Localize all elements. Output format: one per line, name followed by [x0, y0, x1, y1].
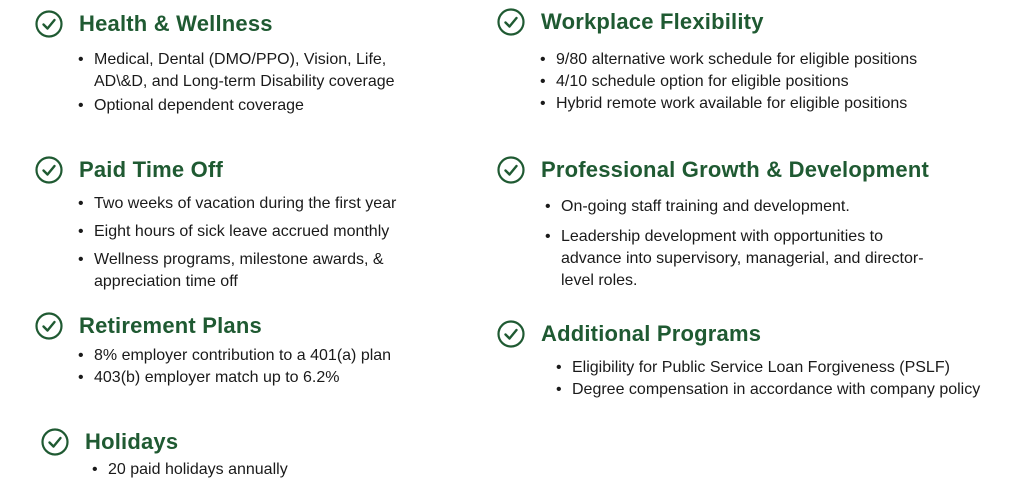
section-heading: [35, 312, 262, 340]
section-heading: [497, 156, 929, 184]
list-item: • Optional dependent coverage: [78, 95, 428, 117]
list-item: • 403(b) employer match up to 6.2%: [78, 367, 458, 389]
section-title: Workplace Flexibility: [541, 9, 764, 34]
section-paid-time-off: [35, 156, 223, 184]
benefit-list: [78, 193, 428, 293]
list-item: • 9/80 alternative work schedule for eligible positions: [540, 49, 1010, 71]
benefit-list: [540, 49, 1010, 115]
section-health-wellness: [35, 10, 273, 38]
list-item: • 20 paid holidays annually: [92, 459, 412, 481]
list-item: • Eligibility for Public Service Loan Forgiveness (PSLF): [556, 357, 996, 379]
section-heading: [41, 428, 178, 456]
list-item: • On-going staff training and development.: [545, 196, 925, 218]
list-item: • 4/10 schedule option for eligible positions: [540, 71, 1010, 93]
list-item: • Eight hours of sick leave accrued monthly: [78, 221, 428, 243]
section-holidays: [41, 428, 178, 456]
section-heading: [35, 156, 223, 184]
benefit-list: [92, 459, 412, 481]
list-item: • Leadership development with opportunities to advance into supervisory, managerial, and director-level roles.: [545, 226, 925, 292]
list-item: • Degree compensation in accordance with company policy: [556, 379, 996, 401]
list-item: • Medical, Dental (DMO/PPO), Vision, Life, AD\&D, and Long-term Disability coverage: [78, 49, 428, 93]
section-heading: [497, 8, 764, 36]
benefit-list: [545, 196, 925, 292]
list-item: • Wellness programs, milestone awards, & appreciation time off: [78, 249, 428, 293]
section-title: Holidays: [85, 429, 179, 454]
section-professional-growth: [497, 156, 929, 184]
section-title: Additional Programs: [541, 321, 762, 346]
check-circle-icon: [35, 156, 63, 184]
benefit-list: [78, 49, 428, 117]
list-item: • Hybrid remote work available for eligible positions: [540, 93, 1010, 115]
check-circle-icon: [497, 156, 525, 184]
check-circle-icon: [497, 8, 525, 36]
section-title: Paid Time Off: [79, 157, 223, 182]
section-heading: [497, 320, 761, 348]
check-circle-icon: [35, 10, 63, 38]
section-heading: [35, 10, 273, 38]
section-workplace-flexibility: [497, 8, 764, 36]
list-item: • Two weeks of vacation during the first year: [78, 193, 428, 215]
check-circle-icon: [41, 428, 69, 456]
section-additional-programs: [497, 320, 761, 348]
benefit-list: [78, 345, 458, 389]
section-title: Retirement Plans: [79, 313, 262, 338]
section-title: Professional Growth & Development: [541, 157, 930, 182]
section-retirement-plans: [35, 312, 262, 340]
check-circle-icon: [497, 320, 525, 348]
check-circle-icon: [35, 312, 63, 340]
benefit-list: [556, 357, 996, 401]
list-item: • 8% employer contribution to a 401(a) plan: [78, 345, 458, 367]
section-title: Health & Wellness: [79, 11, 273, 36]
